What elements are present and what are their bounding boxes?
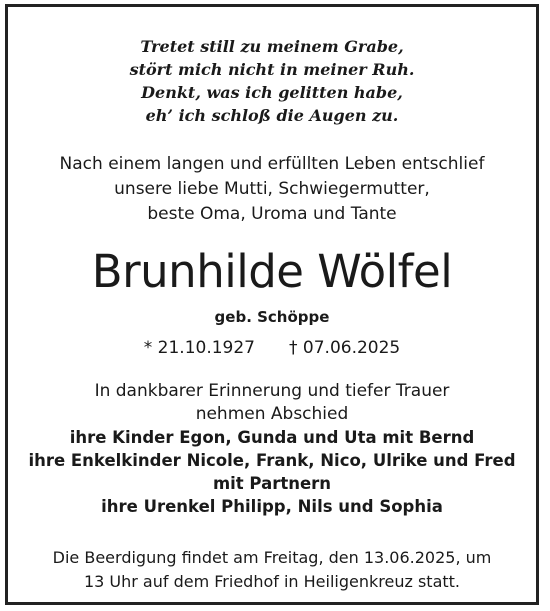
mourner-line: ihre Urenkel Philipp, Nils und Sophia [101, 497, 443, 516]
mourner-line: mit Partnern [212, 474, 332, 493]
poem-line: Denkt, was ich gelitten habe, [141, 83, 403, 102]
death-date: † 07.06.2025 [289, 338, 401, 358]
poem [8, 35, 536, 127]
poem-line: Tretet still zu meinem Grabe, [140, 37, 404, 56]
poem-line: stört mich nicht in meiner Ruh. [129, 60, 415, 79]
maiden-name: geb. Schöppe [214, 308, 330, 326]
life-dates [8, 336, 536, 360]
funeral-line: Die Beerdigung findet am Freitag, den 13.06.2025, um [52, 548, 492, 567]
mourner-line: ihre Enkelkinder Nicole, Frank, Nico, Ulrike und Fred [28, 451, 516, 470]
intro-line: unsere liebe Mutti, Schwiegermutter, [114, 179, 430, 199]
deceased-name: Brunhilde Wölfel [91, 245, 453, 298]
obituary-frame [5, 4, 539, 605]
funeral-line: 13 Uhr auf dem Friedhof in Heiligenkreuz statt. [83, 572, 461, 591]
mourners-intro-line: nehmen Abschied [195, 404, 349, 424]
mourner-line: ihre Kinder Egon, Gunda und Uta mit Bernd [69, 428, 475, 447]
poem-line: eh’ ich schloß die Augen zu. [145, 106, 399, 125]
birth-date: * 21.10.1927 [143, 338, 255, 358]
obituary-content [8, 7, 536, 602]
funeral-notice [8, 546, 536, 594]
intro-line: beste Oma, Uroma und Tante [147, 204, 397, 224]
mourners [8, 380, 536, 518]
intro-text [8, 152, 536, 227]
mourners-intro-line: In dankbarer Erinnerung und tiefer Trauer [94, 381, 450, 401]
intro-line: Nach einem langen und erfüllten Leben entschlief [59, 154, 485, 174]
